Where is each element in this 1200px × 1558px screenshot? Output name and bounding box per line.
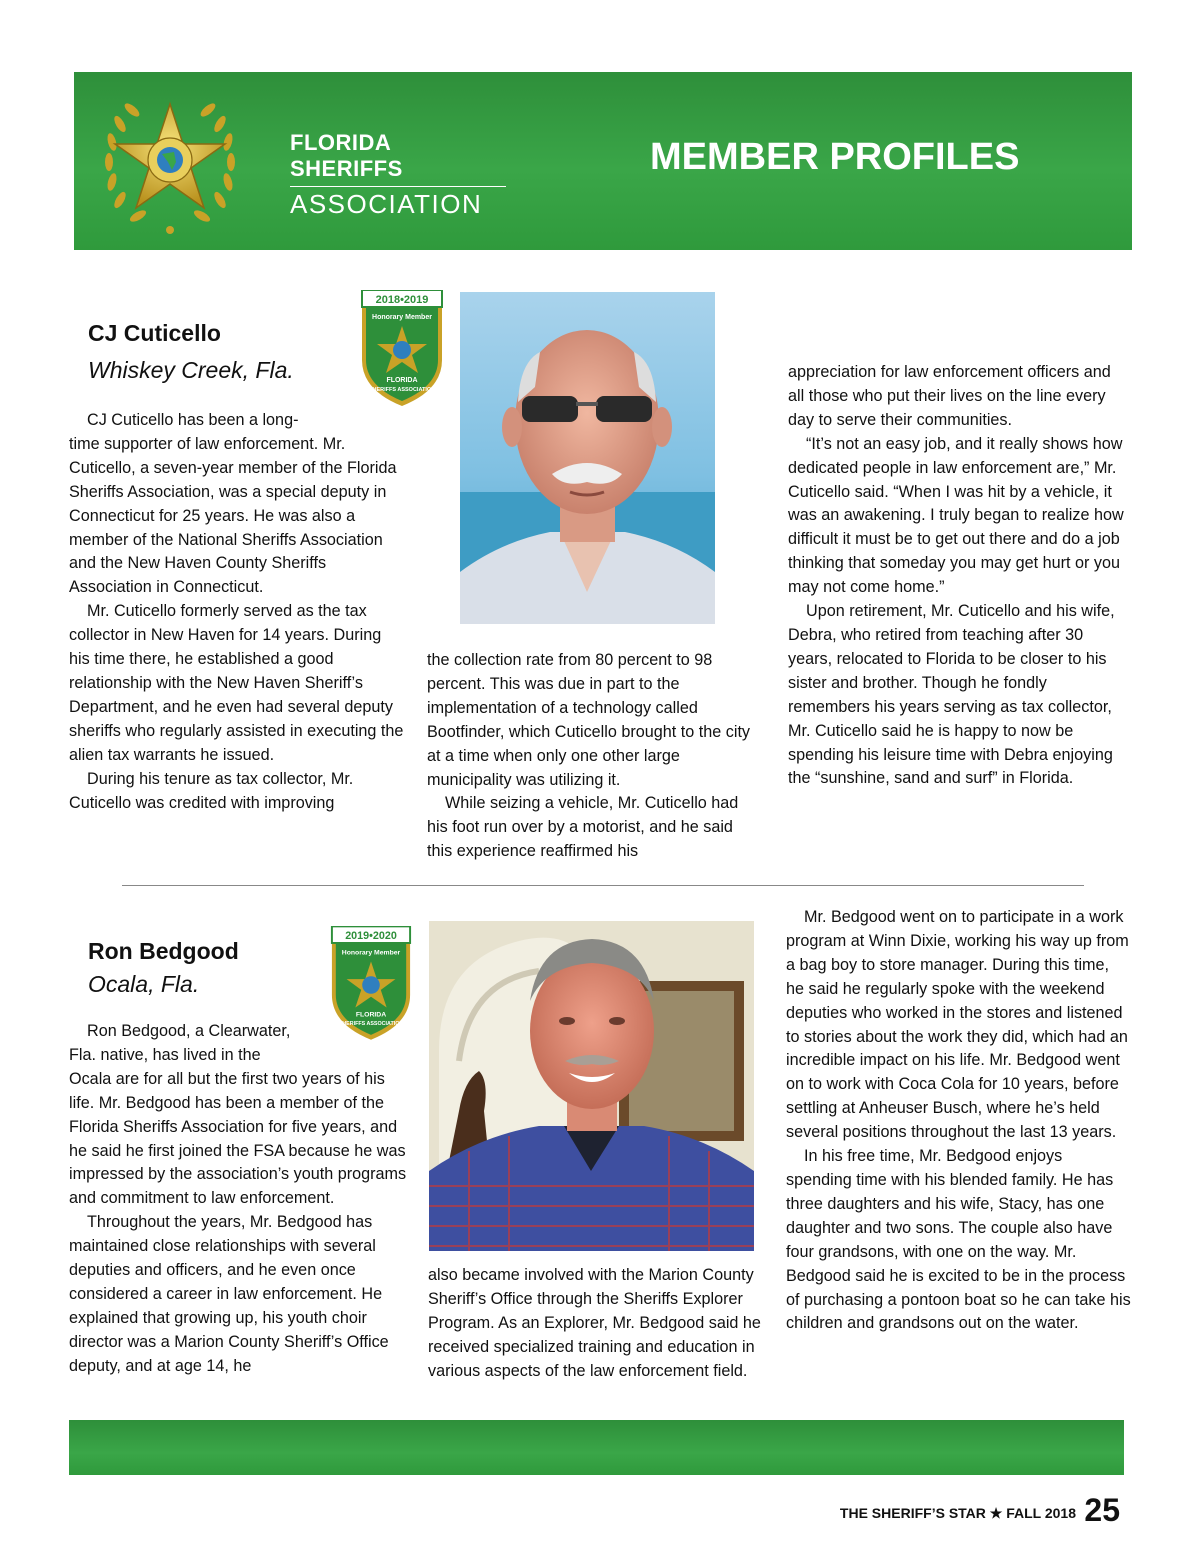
profile2-paragraph: In his free time, Mr. Bedgood enjoys spending time with his blended family. He has three daughters and his wife, Stacy, has one daughter and two sons. The couple also have four grandsons, with one on the way. Mr. Bedgood said he is excited to be in the process of purchasing a pontoon boat so he can take his children and grandsons out on the water. <box>786 1147 1131 1333</box>
profile1-paragraph: appreciation for law enforcement officers and all those who put their lives on the line every day to serve their communities. <box>788 363 1111 429</box>
profile1-photo <box>460 292 715 624</box>
publication-name: THE SHERIFF’S STAR ★ FALL 2018 <box>839 1505 1076 1521</box>
profile1-location: Whiskey Creek, Fla. <box>88 357 294 383</box>
badge2-years: 2019•2020 <box>345 930 397 943</box>
profile1-name: CJ Cuticello <box>88 320 221 346</box>
profile2-name: Ron Bedgood <box>88 938 239 964</box>
section-title: MEMBER PROFILES <box>650 136 1020 178</box>
profile1-paragraph: “It’s not an easy job, and it really shows how dedicated people in law enforcement are,” Mr. Cuticello said. “When I was hit by a vehicle, it was an awakening. I truly began to realize how difficult it must be to get out there and do a job thinking that someday you may get hurt or you may not come home.” <box>788 434 1124 597</box>
profile2-photo <box>429 921 754 1251</box>
page-number: 25 <box>1084 1492 1120 1528</box>
profile2-column3 <box>786 906 1131 1336</box>
profile1-column1 <box>69 409 405 815</box>
profile2-paragraph: Ron Bedgood, a Clearwater, Fla. native, has lived in the <box>69 1022 291 1064</box>
profile1-column3 <box>788 361 1131 791</box>
profile1-paragraph: Upon retirement, Mr. Cuticello and his wife, Debra, who retired from teaching after 30 years, relocated to Florida to be closer to his sister and brother. Though he fondly remembers his years serving as tax collector, Mr. Cuticello said he is happy to now be spending his leisure time with Debra enjoying the “sunshine, sand and surf” in Florida. <box>788 602 1115 788</box>
profile1-paragraph: While seizing a vehicle, Mr. Cuticello had his foot run over by a motorist, and he said this experience reaffirmed his <box>427 794 739 861</box>
badge2-org: SHERIFFS ASSOCIATION <box>338 1021 404 1028</box>
profile2-paragraph: Ocala are for all but the first two years of his life. Mr. Bedgood has been a member of the Florida Sheriffs Association for five years, and he said he first joined the FSA because he was impressed by the association’s youth programs and commitment to law enforcement. <box>69 1069 407 1208</box>
profile1-paragraph: the collection rate from 80 percent to 98 percent. This was due in part to the implementation of a technology called Bootfinder, which Cuticello brought to the city at a time when only one other large municipality was utilizing it. <box>427 651 751 789</box>
badge1-org: SHERIFFS ASSOCIATION <box>368 387 436 393</box>
badge1-title: Honorary Member <box>372 314 432 321</box>
profile1-paragraph: During his tenure as tax collector, Mr. Cuticello was credited with improving <box>69 769 354 812</box>
sheriffs-star-seal-icon <box>90 82 250 242</box>
profile2-paragraph: Mr. Bedgood went on to participate in a work program at Winn Dixie, working his way up from a bag boy to store manager. During this time, he said he regularly spoke with the weekend deputies who worked in the stores and listened to stories about the work they did, which had an incredible impact on his life. Mr. Bedgood went on to work with Coca Cola for 10 years, before settling at Anheuser Busch, where he’s held several positions throughout the last 13 years. <box>786 908 1129 1142</box>
section-divider <box>122 885 1084 886</box>
footer-bar <box>69 1420 1124 1475</box>
profile2-column2 <box>428 1264 768 1384</box>
profile2-column1 <box>69 1020 409 1379</box>
badge2-state: FLORIDA <box>355 1011 387 1019</box>
profile1-paragraph: CJ Cuticello has been a long- <box>87 411 299 429</box>
profile1-column2 <box>427 649 757 864</box>
org-name <box>290 130 506 220</box>
badge1-years: 2018•2019 <box>375 294 429 306</box>
org-name-line1: FLORIDA SHERIFFS <box>290 130 506 187</box>
org-name-line2: ASSOCIATION <box>290 189 483 219</box>
profile2-paragraph: Throughout the years, Mr. Bedgood has maintained close relationships with several deputies and officers, and he even once considered a career in law enforcement. He explained that growing up, his youth choir director was a Marion County Sheriff’s Office deputy, and at age 14, he <box>69 1213 389 1375</box>
profile1-paragraph: time supporter of law enforcement. Mr. Cuticello, a seven-year member of the Florida Sheriffs Association, was a special deputy in Connecticut for 25 years. He was also a member of the National Sheriffs Association and the New Haven County Sheriffs Association in Connecticut. <box>69 434 397 597</box>
badge1-state: FLORIDA <box>386 377 418 384</box>
profile2-paragraph: also became involved with the Marion County Sheriff’s Office through the Sheriffs Explorer Program. As an Explorer, Mr. Bedgood said he received specialized training and education in various aspects of the law enforcement field. <box>428 1266 761 1380</box>
profile1-paragraph: Mr. Cuticello formerly served as the tax collector in New Haven for 14 years. During his time there, he established a good relationship with the New Haven Sheriff’s Department, and he even had several deputy sheriffs who regularly assisted in executing the alien tax warrants he issued. <box>69 602 404 764</box>
profile2-location: Ocala, Fla. <box>88 971 200 997</box>
honorary-member-badge-icon <box>358 290 446 410</box>
badge2-title: Honorary Member <box>341 949 401 957</box>
header-banner <box>74 72 1132 250</box>
